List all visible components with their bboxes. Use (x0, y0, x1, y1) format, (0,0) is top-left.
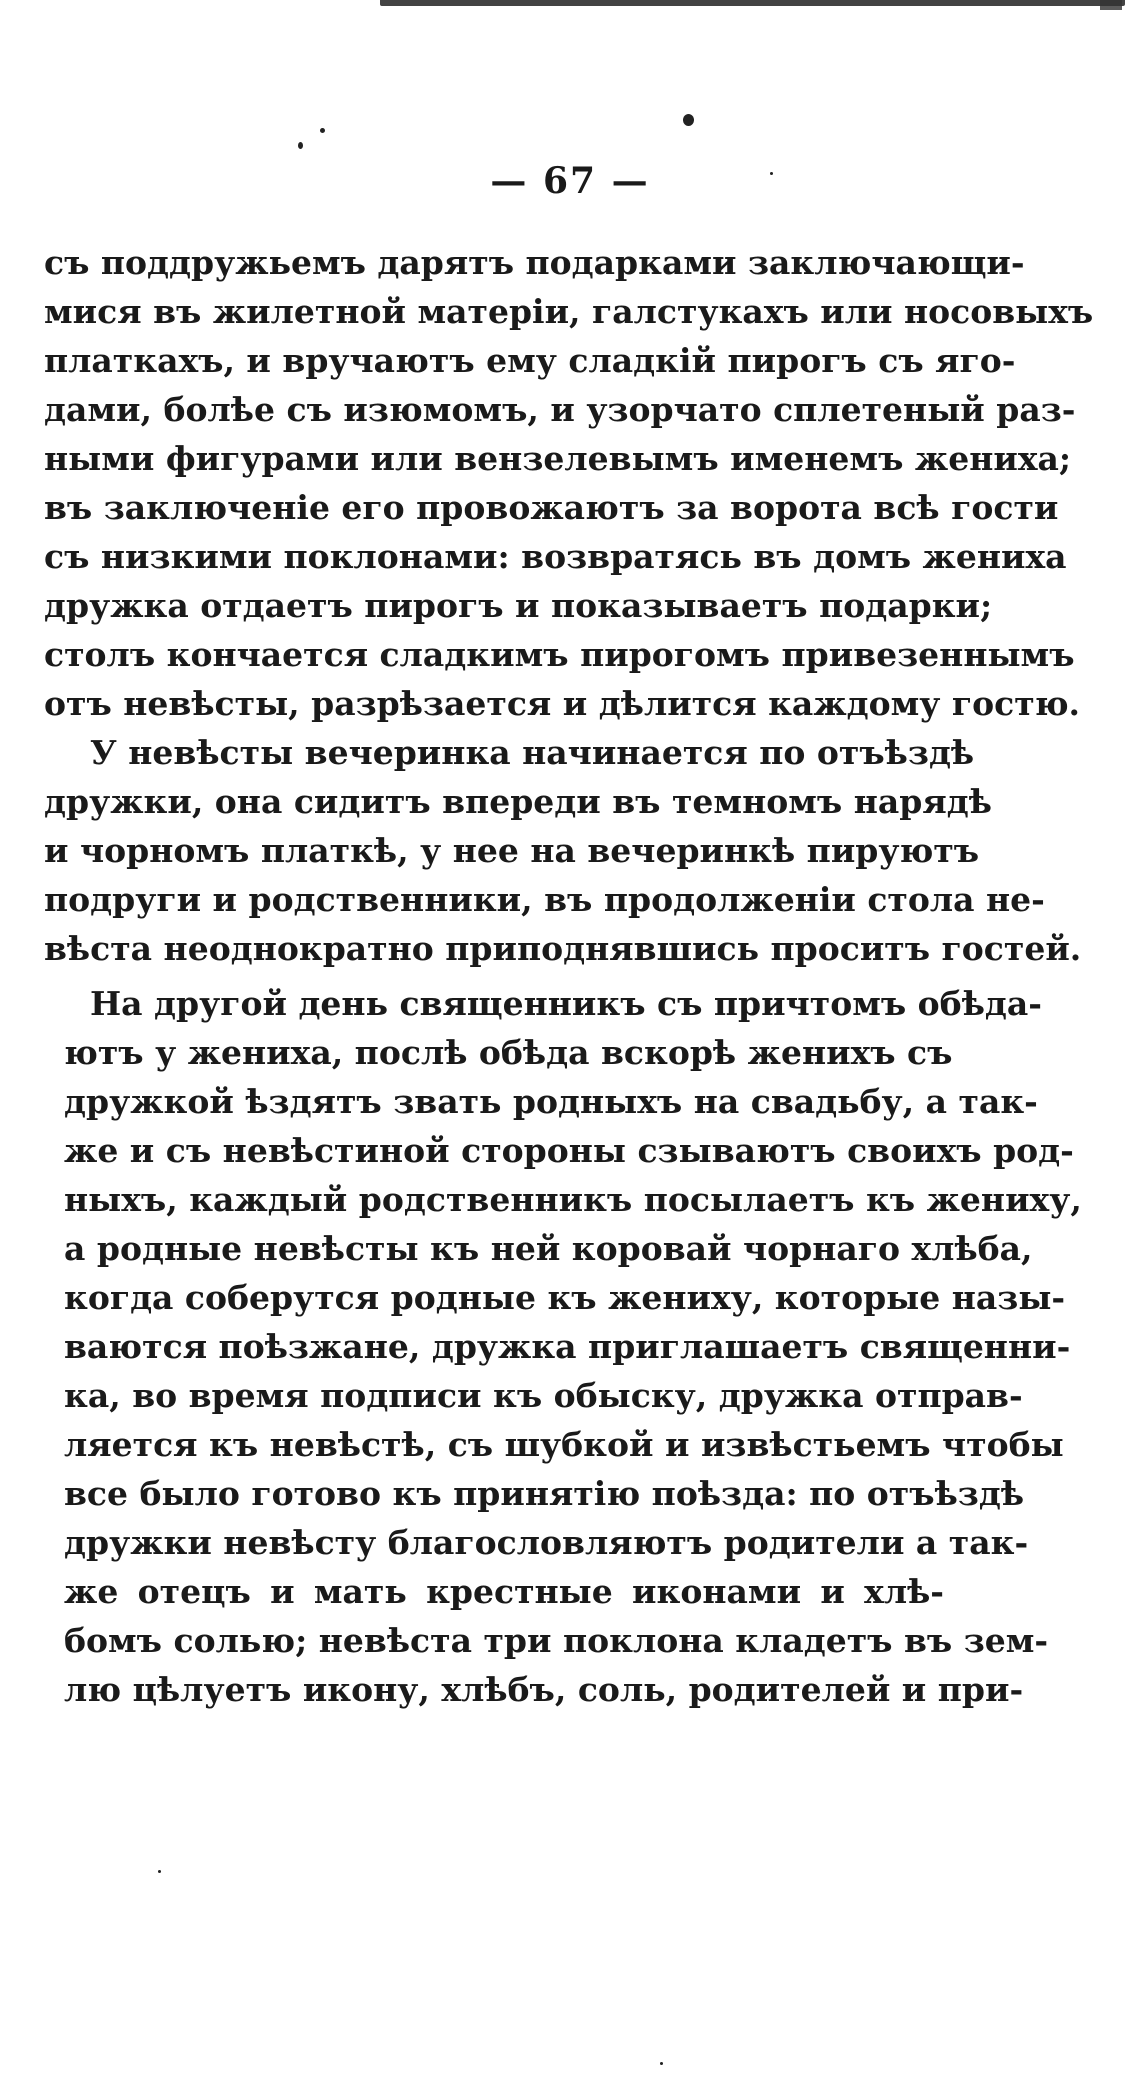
speck-6 (660, 2062, 663, 2065)
body-text (44, 238, 1094, 1714)
text-line: ляется къ невѣстѣ, съ шубкой и извѣстьемъ чтобы (64, 1425, 1064, 1464)
text-line: и чорномъ платкѣ, у нее на вечеринкѣ пируютъ (44, 831, 980, 870)
text-line: дами, болѣе съ изюмомъ, и узорчато сплетеный раз- (44, 390, 1076, 429)
speck-5 (158, 1870, 161, 1873)
text-line: съ поддружьемъ дарятъ подарками заключающи- (44, 243, 1025, 282)
text-line: ными фигурами или вензелевымъ именемъ жениха; (44, 439, 1072, 478)
text-line: бомъ солью; невѣста три поклона кладетъ въ зем- (64, 1621, 1049, 1660)
text-line: У невѣсты вечеринка начинается по отъѣздѣ (90, 733, 975, 772)
text-line: дружки невѣсту благословляютъ родители а так- (64, 1523, 1029, 1562)
speck-3 (320, 128, 325, 133)
text-line: ныхъ, каждый родственникъ посылаетъ къ жениху, (64, 1180, 1082, 1219)
paragraph-3 (44, 979, 1082, 1714)
scan-top-edge (380, 0, 1125, 6)
text-line: вѣста неоднократно приподнявшись проситъ гостей. (44, 929, 1082, 968)
text-line: съ низкими поклонами: возвратясь въ домъ жениха (44, 537, 1067, 576)
text-line: когда соберутся родные къ жениху, которые назы- (64, 1278, 1066, 1317)
text-line: платкахъ, и вручаютъ ему сладкій пирогъ съ яго- (44, 341, 1016, 380)
text-line: столъ кончается сладкимъ пирогомъ привезеннымъ (44, 635, 1075, 674)
text-line: ваются поѣзжане, дружка приглашаетъ священни- (64, 1327, 1071, 1366)
text-line: дружки, она сидитъ впереди въ темномъ нарядѣ (44, 782, 992, 821)
text-line: все было готово къ принятію поѣзда: по отъѣздѣ (64, 1474, 1025, 1513)
page-number: — 67 — (490, 160, 650, 202)
text-line: дружка отдаетъ пирогъ и показываетъ подарки; (44, 586, 993, 625)
text-line: лю цѣлуетъ икону, хлѣбъ, соль, родителей и при- (64, 1670, 1024, 1709)
text-line: На другой день священникъ съ причтомъ обѣда- (90, 984, 1042, 1023)
paragraph-1 (44, 238, 1094, 728)
text-line: въ заключеніе его провожаютъ за ворота всѣ гости (44, 488, 1059, 527)
text-line: дружкой ѣздятъ звать родныхъ на свадьбу, а так- (64, 1082, 1038, 1121)
text-line: же и съ невѣстиной стороны сзываютъ своихъ род- (64, 1131, 1074, 1170)
text-line: а родные невѣсты къ ней коровай чорнаго хлѣба, (64, 1229, 1033, 1268)
text-line: ютъ у жениха, послѣ обѣда вскорѣ женихъ съ (64, 1033, 953, 1072)
paragraph-2 (44, 728, 1082, 973)
scan-top-edge-corner (1100, 0, 1122, 10)
text-line: ка, во время подписи къ обыску, дружка отправ- (64, 1376, 1023, 1415)
speck-2 (298, 142, 303, 149)
text-line: подруги и родственники, въ продолженіи стола не- (44, 880, 1045, 919)
text-line: мися въ жилетной матеріи, галстукахъ или носовыхъ (44, 292, 1094, 331)
speck-1 (683, 114, 694, 126)
text-line: отъ невѣсты, разрѣзается и дѣлится каждому гостю. (44, 684, 1081, 723)
text-line: же отецъ и мать крестные иконами и хлѣ- (64, 1572, 944, 1611)
